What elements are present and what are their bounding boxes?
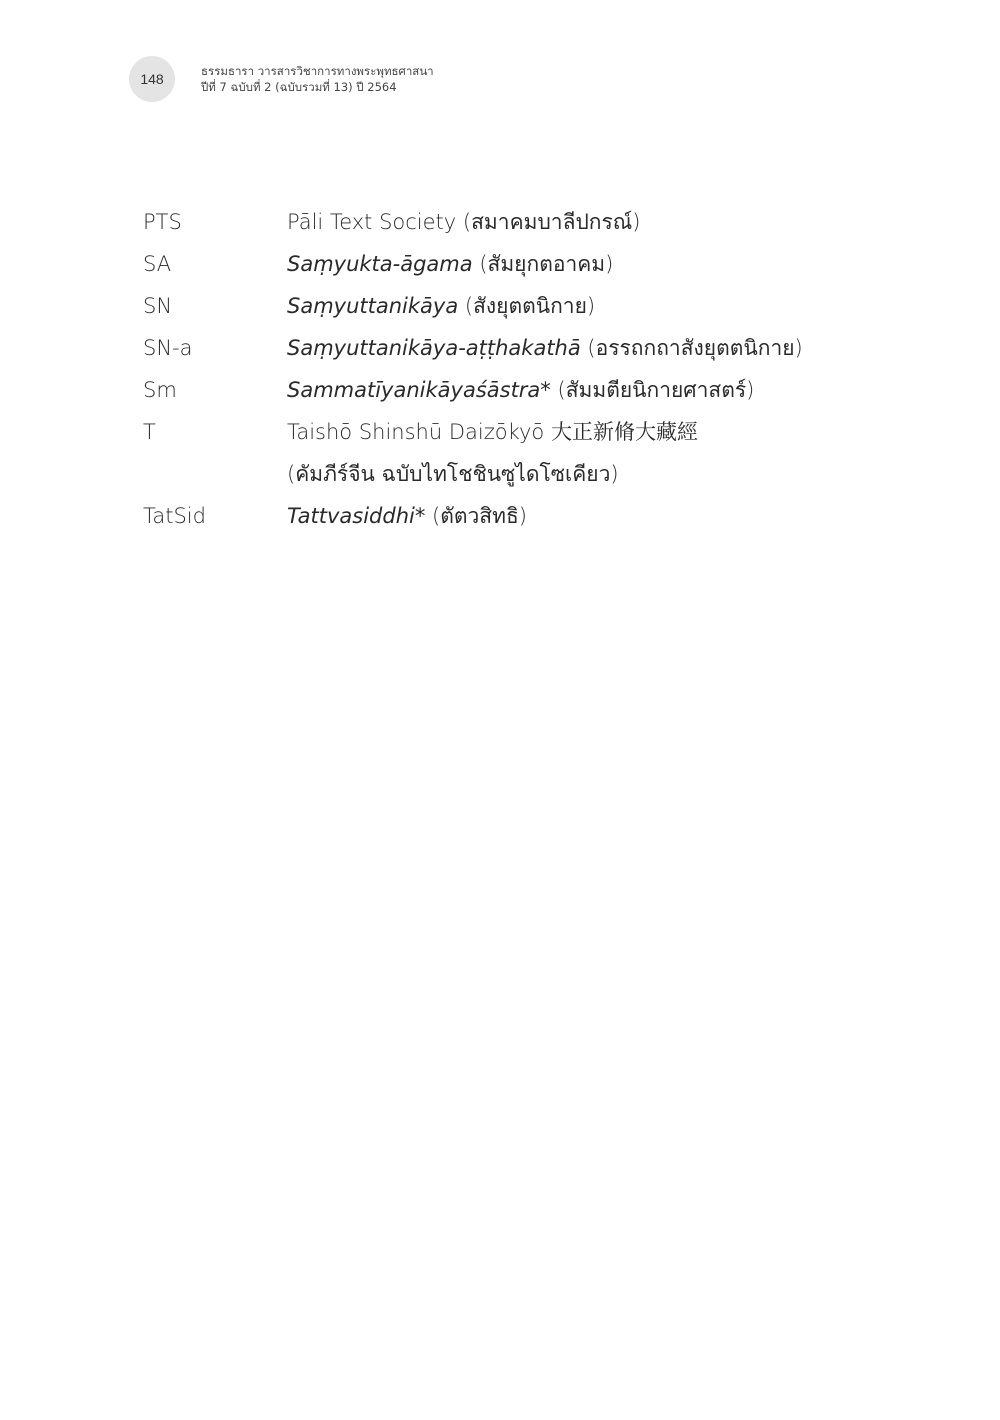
abbreviation-term: SA [143, 252, 172, 276]
abbreviation-term: SN [143, 294, 173, 318]
abbreviation-title: Saṃyuttanikāya-aṭṭhakathā [287, 336, 581, 360]
abbreviation-thai: (สัมยุกตอาคม) [479, 252, 614, 276]
abbreviation-term: T [143, 420, 156, 444]
abbreviation-row-sa [143, 243, 903, 285]
journal-info [201, 63, 434, 95]
abbreviation-row-t [143, 411, 903, 495]
abbreviation-thai: (อรรถกถาสังยุตตนิกาย) [587, 336, 803, 360]
abbreviation-row-sn [143, 285, 903, 327]
abbreviation-term: PTS [143, 210, 182, 234]
abbreviation-row-tatsid [143, 495, 903, 537]
abbreviation-row-sm [143, 369, 903, 411]
abbreviation-title: Sammatīyanikāyaśāstra* [287, 378, 551, 402]
abbreviation-row-sn-a [143, 327, 903, 369]
abbreviation-row-pts [143, 201, 903, 243]
issue-info: ปีที่ 7 ฉบับที่ 2 (ฉบับรวมที่ 13) ปี 2564 [201, 80, 397, 94]
abbreviation-thai: (คัมภีร์จีน ฉบับไทโชชินซูไดโซเคียว) [287, 462, 619, 486]
abbreviation-title: Pāli Text Society [287, 210, 457, 234]
abbreviation-meaning [287, 243, 903, 285]
abbreviation-meaning [287, 411, 903, 495]
running-header [129, 56, 434, 102]
abbreviation-meaning [287, 201, 903, 243]
abbreviation-cjk: 大正新脩大藏經 [550, 420, 698, 444]
abbreviation-thai: (สัมมตียนิกายศาสตร์) [557, 378, 755, 402]
abbreviation-meaning [287, 285, 903, 327]
abbreviation-title: Tattvasiddhi* [287, 504, 426, 528]
abbreviation-meaning [287, 369, 903, 411]
abbreviation-term: Sm [143, 378, 177, 402]
journal-title: ธรรมธารา วารสารวิชาการทางพระพุทธศาสนา [201, 64, 434, 78]
abbreviation-term: TatSid [143, 504, 206, 528]
page-number: 148 [140, 71, 164, 87]
abbreviation-title: Saṃyuttanikāya [287, 294, 459, 318]
abbreviation-meaning [287, 495, 903, 537]
abbreviation-thai: (ตัตวสิทธิ) [432, 504, 527, 528]
abbreviation-title: Saṃyukta-āgama [287, 252, 473, 276]
abbreviation-list [143, 201, 903, 537]
abbreviation-thai: (สังยุตตนิกาย) [464, 294, 596, 318]
abbreviation-meaning [287, 327, 903, 369]
abbreviation-thai: (สมาคมบาลีปกรณ์) [462, 210, 641, 234]
abbreviation-title: Taishō Shinshū Daizōkyō [287, 420, 545, 444]
abbreviation-term: SN-a [143, 336, 193, 360]
page-number-badge [129, 56, 175, 102]
